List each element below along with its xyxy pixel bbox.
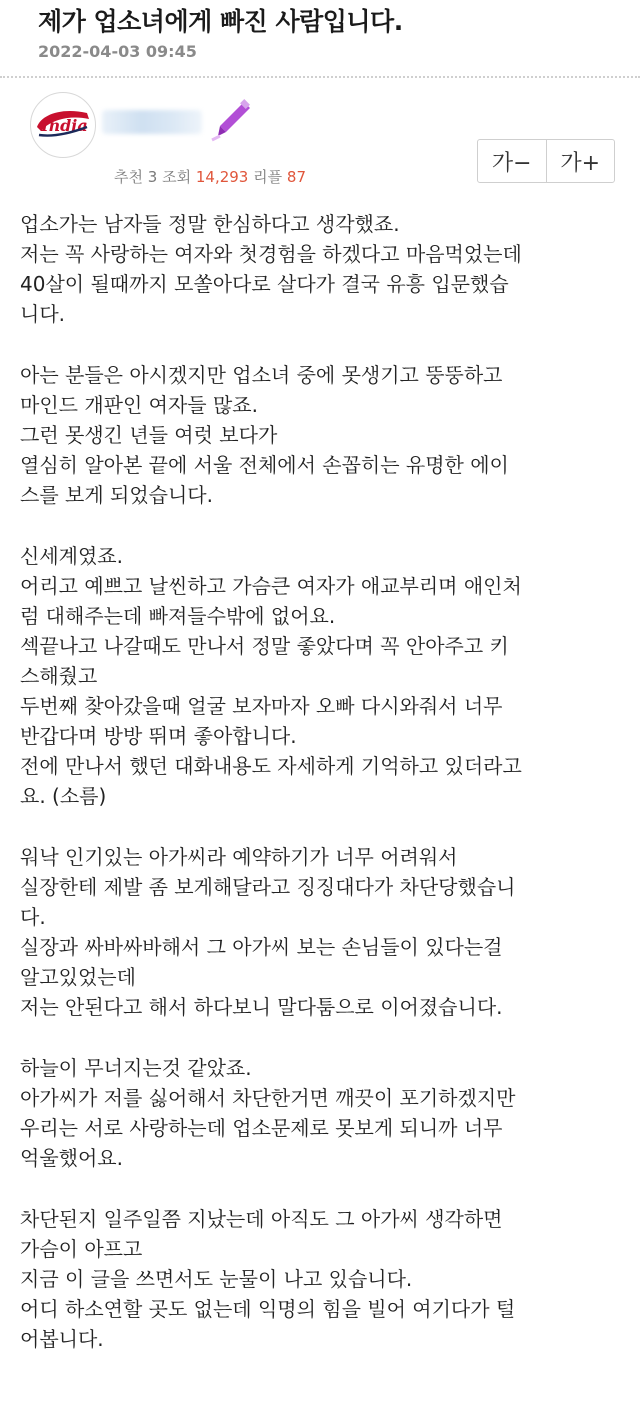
- author-nickname-blurred[interactable]: [102, 110, 202, 134]
- body-line: 신세계였죠.: [20, 544, 123, 568]
- body-paragraph: [20, 842, 630, 1022]
- post-header: [0, 0, 640, 72]
- body-line: 스해줬고: [20, 664, 98, 688]
- font-increase-button[interactable]: 가+: [546, 140, 615, 182]
- body-line: 알고있었는데: [20, 965, 136, 989]
- body-line: 하늘이 무너지는것 같았죠.: [20, 1056, 252, 1080]
- body-line: 억울했어요.: [20, 1146, 123, 1170]
- body-paragraph: [20, 209, 630, 329]
- body-line: 열심히 알아본 끝에 서울 전체에서 손꼽히는 유명한 에이: [20, 453, 509, 477]
- avatar-logo-text: India: [41, 116, 88, 135]
- body-line: 업소가는 남자들 정말 한심하다고 생각했죠.: [20, 212, 400, 236]
- author-avatar[interactable]: [30, 92, 96, 158]
- body-line: 그런 못생긴 년들 여럿 보다가: [20, 423, 278, 447]
- body-paragraph: [20, 541, 630, 811]
- body-line: 스를 보게 되었습니다.: [20, 483, 213, 507]
- replies-label: 리플: [253, 168, 283, 186]
- body-line: 다.: [20, 905, 46, 929]
- body-line: 전에 만나서 했던 대화내용도 자세하게 기억하고 있더라고: [20, 754, 522, 778]
- views-count: 14,293: [195, 168, 249, 186]
- body-line: 마인드 개판인 여자들 많죠.: [20, 393, 258, 417]
- body-line: 어리고 예쁘고 날씬하고 가슴큰 여자가 애교부리며 애인처: [20, 574, 522, 598]
- replies-count[interactable]: 87: [286, 168, 306, 186]
- body-line: 어디 하소연할 곳도 없는데 익명의 힘을 빌어 여기다가 털: [20, 1297, 516, 1321]
- body-line: 어봅니다.: [20, 1327, 104, 1351]
- body-line: 반갑다며 방방 뛰며 좋아합니다.: [20, 724, 297, 748]
- body-line: 우리는 서로 사랑하는데 업소문제로 못보게 되니까 너무: [20, 1116, 503, 1140]
- font-decrease-button[interactable]: 가−: [491, 150, 532, 176]
- body-paragraph: [20, 1204, 630, 1354]
- body-paragraph: [20, 1053, 630, 1173]
- highlighter-pen-icon: [208, 98, 254, 144]
- recommend-count: 3: [147, 168, 158, 186]
- views-label: 조회: [162, 168, 192, 186]
- header-divider: [0, 76, 640, 78]
- body-line: 두번째 찾아갔을때 얼굴 보자마자 오빠 다시와줘서 너무: [20, 694, 503, 718]
- post-title: 제가 업소녀에게 빠진 사람입니다.: [38, 7, 403, 36]
- body-line: 요. (소름): [20, 784, 107, 808]
- body-line: 아는 분들은 아시겠지만 업소녀 중에 못생기고 뚱뚱하고: [20, 363, 503, 387]
- post-stats: [114, 166, 306, 187]
- team-logo-icon: [31, 93, 95, 157]
- recommend-label: 추천: [114, 168, 143, 186]
- body-line: 가슴이 아프고: [20, 1237, 143, 1261]
- body-line: 지금 이 글을 쓰면서도 눈물이 나고 있습니다.: [20, 1267, 413, 1291]
- body-line: 럼 대해주는데 빠져들수밖에 없어요.: [20, 604, 336, 628]
- post-body: [20, 209, 630, 1385]
- body-line: 40살이 될때까지 모쏠아다로 살다가 결국 유흥 입문했습: [20, 272, 509, 296]
- post-date: 2022-04-03 09:45: [38, 42, 197, 61]
- body-line: 워낙 인기있는 아가씨라 예약하기가 너무 어려워서: [20, 845, 458, 869]
- body-line: 아가씨가 저를 싫어해서 차단한거면 깨끗이 포기하겠지만: [20, 1086, 516, 1110]
- body-line: 저는 안된다고 해서 하다보니 말다툼으로 이어졌습니다.: [20, 995, 503, 1019]
- font-size-controls: [477, 139, 615, 183]
- body-line: 니다.: [20, 302, 65, 326]
- body-line: 섹끝나고 나갈때도 만나서 정말 좋았다며 꼭 안아주고 키: [20, 634, 509, 658]
- body-line: 실장과 싸바싸바해서 그 아가씨 보는 손님들이 있다는걸: [20, 935, 503, 959]
- body-line: 실장한테 제발 좀 보게해달라고 징징대다가 차단당했습니: [20, 875, 516, 899]
- body-line: 저는 꼭 사랑하는 여자와 첫경험을 하겠다고 마음먹었는데: [20, 242, 522, 266]
- body-paragraph: [20, 360, 630, 510]
- body-line: 차단된지 일주일쯤 지났는데 아직도 그 아가씨 생각하면: [20, 1207, 503, 1231]
